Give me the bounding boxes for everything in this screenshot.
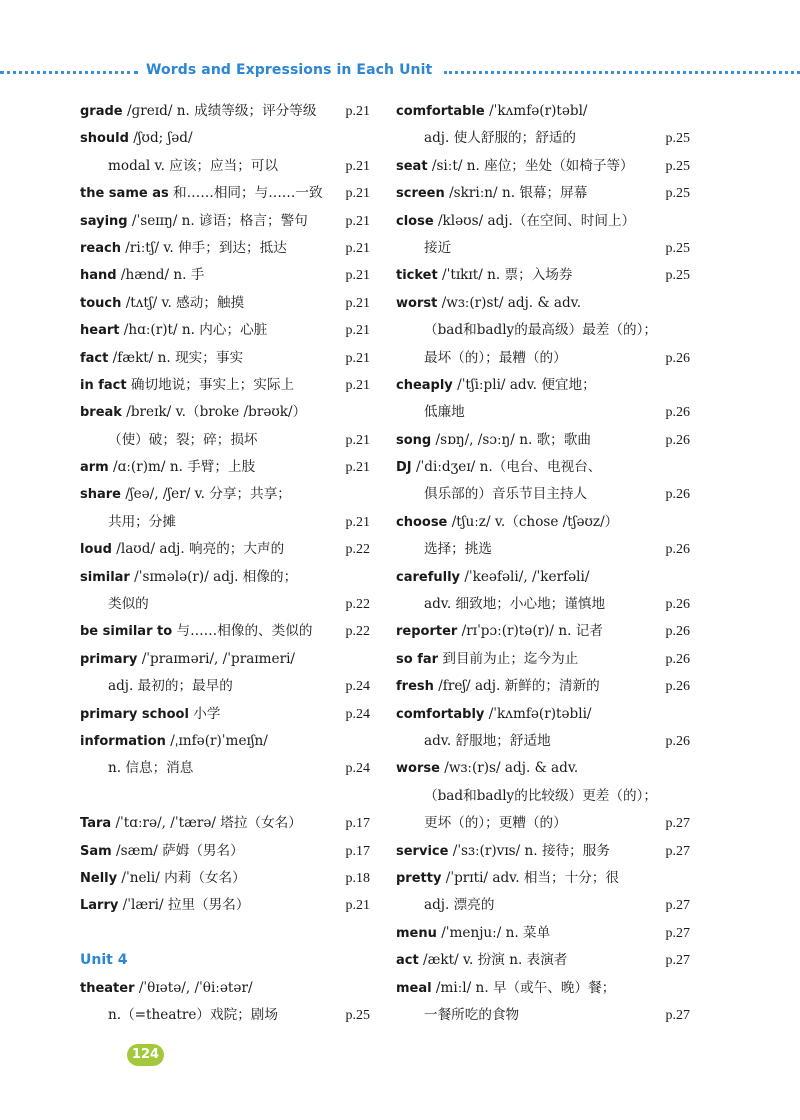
- definition-continued: 更坏（的）；更糟（的）: [424, 815, 567, 832]
- definition: /ækt/ v. 扮演 n. 表演者: [418, 952, 568, 969]
- entry-continuation: [396, 810, 690, 837]
- entry-text: [80, 454, 255, 481]
- page-reference: p.26: [665, 679, 690, 695]
- vocab-entry: [396, 262, 690, 289]
- entry-text: [396, 509, 618, 536]
- headword: carefully: [396, 569, 461, 585]
- definition: /ˈmenjuː/ n. 菜单: [436, 924, 551, 941]
- entry-text: [396, 673, 600, 700]
- vocab-entry: [80, 865, 370, 892]
- page-reference: p.27: [665, 816, 690, 832]
- entry-text: [396, 290, 581, 317]
- page-reference: p.26: [665, 487, 690, 503]
- entry-continuation: [396, 536, 690, 563]
- vocab-entry: [80, 564, 370, 591]
- page-reference: p.21: [345, 898, 370, 914]
- page-reference: p.22: [345, 597, 370, 613]
- vocab-entry: [396, 701, 690, 728]
- header-dotted-rule-left: [0, 71, 138, 74]
- entry-text: [108, 673, 233, 700]
- page-reference: p.21: [345, 186, 370, 202]
- entry-text: [80, 208, 308, 235]
- vocab-entry: [396, 618, 690, 645]
- entry-text: [108, 755, 193, 782]
- page-reference: p.21: [345, 295, 370, 311]
- entry-text: [108, 153, 278, 180]
- headword: Nelly: [80, 870, 118, 886]
- entry-text: [396, 755, 578, 782]
- vocab-entry: [396, 290, 690, 317]
- entry-text: [80, 290, 244, 317]
- headword: Tara: [80, 816, 112, 832]
- entry-text: [80, 317, 267, 344]
- entry-text: [80, 98, 316, 125]
- entry-continuation: [396, 399, 690, 426]
- headword: DJ: [396, 460, 412, 476]
- entry-text: [396, 153, 634, 180]
- headword: service: [396, 843, 449, 859]
- entry-continuation: [396, 1002, 690, 1029]
- page-reference: p.25: [665, 186, 690, 202]
- page-reference: p.26: [665, 597, 690, 613]
- page-reference: p.21: [345, 350, 370, 366]
- entry-text: [396, 618, 603, 645]
- entry-text: [80, 892, 249, 919]
- vocab-entry: [80, 454, 370, 481]
- page-reference: p.27: [665, 898, 690, 914]
- page-reference: p.26: [665, 405, 690, 421]
- definition: /ˈsɪmələ(r)/ adj. 相像的；: [129, 568, 298, 585]
- entry-text: [396, 180, 587, 207]
- definition: /ˈseɪɪŋ/ n. 谚语；格言；警句: [127, 212, 308, 229]
- page-reference: p.27: [665, 843, 690, 859]
- entry-text: [424, 783, 657, 810]
- page-reference: p.26: [665, 624, 690, 640]
- headword: heart: [80, 323, 120, 339]
- spacer: [80, 920, 370, 947]
- entry-text: [80, 180, 323, 207]
- definition-continued: 类似的: [108, 596, 149, 613]
- headword: should: [80, 131, 129, 147]
- page-reference: p.26: [665, 651, 690, 667]
- page-reference: p.22: [345, 624, 370, 640]
- headword: worst: [396, 295, 438, 311]
- definition-continued: 共用；分摊: [108, 513, 176, 530]
- headword: fresh: [396, 679, 434, 695]
- entry-text: [80, 235, 287, 262]
- definition: /ˈneli/ 内莉（女名）: [117, 869, 246, 886]
- entry-text: [424, 345, 567, 372]
- vocab-entry: [396, 509, 690, 536]
- headword: saying: [80, 213, 128, 229]
- definition-continued: （使）破；裂；碎；损坏: [108, 431, 258, 448]
- entry-text: [396, 947, 567, 974]
- vocab-entry: [80, 728, 370, 755]
- definition: /hænd/ n. 手: [116, 267, 205, 284]
- page-header: [0, 60, 800, 84]
- page-reference: p.21: [345, 514, 370, 530]
- headword: loud: [80, 542, 112, 558]
- definition: /ˈtʃiːpli/ adv. 便宜地；: [452, 376, 596, 393]
- definition: /riːtʃ/ v. 伸手；到达；抵达: [120, 239, 287, 256]
- page-reference: p.21: [345, 268, 370, 284]
- definition: /ʃʊd; ʃəd/: [128, 130, 193, 147]
- definition: /hɑː(r)t/ n. 内心；心脏: [119, 322, 268, 339]
- entry-text: [424, 481, 587, 508]
- vocab-entry: [396, 427, 690, 454]
- vocab-entry: [80, 646, 370, 673]
- entry-continuation: [80, 673, 370, 700]
- entry-continuation: [396, 345, 690, 372]
- entry-continuation: [396, 591, 690, 618]
- definition-continued: modal v. 应该；应当；可以: [108, 157, 279, 174]
- page-reference: p.24: [345, 761, 370, 777]
- definition: /ˈpraɪməri/, /ˈpraɪmeri/: [137, 650, 296, 667]
- definition-continued: adj. 使人舒服的；舒适的: [424, 130, 577, 147]
- vocab-entry: [396, 646, 690, 673]
- entry-continuation: [80, 591, 370, 618]
- definition: /rɪˈpɔː(r)tə(r)/ n. 记者: [457, 623, 603, 640]
- page-reference: p.21: [345, 213, 370, 229]
- entry-text: [108, 509, 176, 536]
- entry-text: [108, 1002, 278, 1029]
- definition-continued: 最坏（的）；最糟（的）: [424, 349, 567, 366]
- headword: break: [80, 405, 122, 421]
- definition: /ˈlæri/ 拉里（男名）: [118, 897, 250, 914]
- headword: fact: [80, 350, 109, 366]
- page-reference: p.27: [665, 1007, 690, 1023]
- vocab-entry: [80, 290, 370, 317]
- vocab-entry: [80, 399, 370, 426]
- headword: in fact: [80, 377, 127, 393]
- entry-text: [80, 975, 253, 1002]
- definition: /tʌtʃ/ v. 感动；触摸: [121, 294, 245, 311]
- definition-continued: adv. 舒服地；舒适地: [424, 732, 551, 749]
- vocab-entry: [80, 810, 370, 837]
- entry-continuation: [396, 892, 690, 919]
- vocab-entry: [80, 98, 370, 125]
- definition-continued: 低廉地: [424, 404, 465, 421]
- definition: /ˈsɜː(r)vɪs/ n. 接待；服务: [448, 842, 610, 859]
- definition: 确切地说；事实上；实际上: [126, 376, 295, 393]
- definition: /ˌɪnfə(r)ˈmeɪʃn/: [165, 732, 268, 749]
- definition: /ˈtɑːrə/, /ˈtærə/ 塔拉（女名）: [111, 815, 302, 832]
- page-reference: p.17: [345, 843, 370, 859]
- headword: arm: [80, 460, 109, 476]
- header-title: Words and Expressions in Each Unit: [146, 62, 433, 78]
- headword: grade: [80, 104, 123, 119]
- definition: /siːt/ n. 座位；坐处（如椅子等）: [427, 157, 634, 174]
- definition: /ˈkʌmfə(r)təbl/: [484, 103, 588, 119]
- entry-continuation: [396, 481, 690, 508]
- vocab-entry: [396, 454, 690, 481]
- entry-continuation: [80, 153, 370, 180]
- vocab-entry: [396, 755, 690, 782]
- entry-text: [80, 262, 204, 289]
- entry-text: [424, 728, 551, 755]
- vocab-entry: [80, 975, 370, 1002]
- definition: /ʃeə/, /ʃer/ v. 分享；共享；: [121, 486, 291, 503]
- headword: comfortable: [396, 104, 485, 119]
- entry-text: [424, 591, 605, 618]
- vocab-entry: [80, 262, 370, 289]
- entry-continuation: [396, 317, 690, 344]
- unit-heading-text: Unit 4: [80, 952, 128, 969]
- definition: 与……相像的、类似的: [172, 623, 313, 640]
- vocab-entry: [80, 235, 370, 262]
- entry-text: [80, 646, 295, 673]
- entry-text: [424, 235, 451, 262]
- page-reference: p.21: [345, 460, 370, 476]
- entry-text: [396, 427, 591, 454]
- headword: primary: [80, 651, 138, 667]
- definition-continued: n.（=theatre）戏院；剧场: [108, 1006, 278, 1023]
- entry-continuation: [80, 755, 370, 782]
- vocab-entry: [80, 372, 370, 399]
- page-number-badge: 124: [127, 1044, 164, 1066]
- entry-text: [80, 481, 291, 508]
- definition-continued: adj. 漂亮的: [424, 897, 495, 914]
- entry-text: [80, 618, 312, 645]
- vocab-entry: [396, 865, 690, 892]
- entry-text: [424, 536, 492, 563]
- definition: /ɡreɪd/ n. 成绩等级；评分等级: [122, 103, 317, 119]
- entry-text: [424, 1002, 519, 1029]
- right-column: [396, 98, 690, 1029]
- definition: /kləʊs/ adj.（在空间、时间上）: [433, 212, 636, 229]
- vocab-entry: [396, 975, 690, 1002]
- entry-text: [80, 838, 244, 865]
- vocab-entry: [80, 618, 370, 645]
- definition-continued: n. 信息；消息: [108, 760, 194, 777]
- headword: screen: [396, 186, 445, 202]
- definition: /ˈθɪətə/, /ˈθiːətər/: [134, 979, 253, 996]
- page-reference: p.21: [345, 240, 370, 256]
- entry-text: [396, 372, 596, 399]
- definition: /laʊd/ adj. 响亮的；大声的: [111, 541, 285, 558]
- definition: /skriːn/ n. 银幕；屏幕: [444, 185, 588, 202]
- definition: /sɒŋ/, /sɔːŋ/ n. 歌；歌曲: [431, 431, 591, 448]
- definition-continued: 一餐所吃的食物: [424, 1006, 520, 1023]
- entry-text: [396, 646, 578, 673]
- headword: reporter: [396, 624, 458, 640]
- headword: seat: [396, 158, 428, 174]
- vocab-entry: [396, 372, 690, 399]
- vocab-entry: [80, 317, 370, 344]
- headword: act: [396, 953, 419, 969]
- definition-continued: （bad和badly的最高级）最差（的）；: [424, 322, 657, 339]
- entry-text: [396, 865, 619, 892]
- vocab-entry: [396, 208, 690, 235]
- vocab-entry: [80, 701, 370, 728]
- headword: comfortably: [396, 706, 485, 722]
- vocab-entry: [80, 345, 370, 372]
- definition: /ˈprɪti/ adv. 相当；十分；很: [441, 869, 620, 886]
- entry-text: [424, 125, 576, 152]
- vocab-entry: [80, 481, 370, 508]
- vocab-entry: [80, 892, 370, 919]
- entry-text: [424, 317, 657, 344]
- header-dotted-rule-right: [444, 71, 800, 74]
- vocab-entry: [396, 673, 690, 700]
- entry-text: [80, 536, 284, 563]
- vocab-entry: [80, 208, 370, 235]
- vocab-entry: [396, 947, 690, 974]
- page-reference: p.21: [345, 432, 370, 448]
- entry-continuation: [80, 1002, 370, 1029]
- page-reference: p.27: [665, 925, 690, 941]
- entry-text: [80, 564, 297, 591]
- entry-text: [80, 728, 268, 755]
- entry-continuation: [396, 728, 690, 755]
- entry-text: [424, 892, 494, 919]
- page-reference: p.17: [345, 816, 370, 832]
- entry-text: [396, 454, 601, 481]
- vocab-entry: [396, 920, 690, 947]
- page-reference: p.26: [665, 350, 690, 366]
- headword: ticket: [396, 268, 438, 284]
- definition: /wɜː(r)s/ adj. & adv.: [439, 760, 579, 777]
- definition: /miːl/ n. 早（或午、晚）餐；: [431, 979, 616, 996]
- page-reference: p.25: [665, 268, 690, 284]
- page-reference: p.25: [665, 131, 690, 147]
- definition: /sæm/ 萨姆（男名）: [111, 842, 244, 859]
- entry-text: [396, 98, 588, 125]
- definition: /ˈtɪkɪt/ n. 票；入场券: [437, 267, 573, 284]
- vocab-entry: [80, 838, 370, 865]
- page-reference: p.21: [345, 104, 370, 119]
- definition: /tʃuːz/ v.（chose /tʃəʊz/）: [447, 513, 619, 530]
- page-reference: p.21: [345, 158, 370, 174]
- entry-text: [108, 591, 149, 618]
- headword: touch: [80, 295, 122, 311]
- page-reference: p.21: [345, 323, 370, 339]
- page-reference: p.24: [345, 706, 370, 722]
- headword: song: [396, 432, 432, 448]
- definition: /ˈkʌmfə(r)təbli/: [484, 705, 592, 722]
- definition: 小学: [188, 705, 221, 722]
- headword: similar: [80, 569, 130, 585]
- entry-continuation: [80, 427, 370, 454]
- headword: share: [80, 487, 121, 503]
- vocab-entry: [396, 153, 690, 180]
- page-reference: p.26: [665, 432, 690, 448]
- definition: /fækt/ n. 现实；事实: [108, 349, 244, 366]
- page-reference: p.25: [665, 240, 690, 256]
- headword: so far: [396, 651, 439, 667]
- headword: be similar to: [80, 624, 173, 640]
- entry-continuation: [396, 235, 690, 262]
- spacer: [80, 783, 370, 810]
- unit-heading: [80, 947, 370, 974]
- entry-text: [80, 399, 306, 426]
- entry-text: [396, 701, 592, 728]
- definition: /ˈkeəfəli/, /ˈkerfəli/: [460, 568, 590, 585]
- vocab-entry: [396, 838, 690, 865]
- entry-text: [396, 920, 550, 947]
- headword: cheaply: [396, 377, 453, 393]
- entry-text: [80, 345, 243, 372]
- entry-text: [424, 399, 465, 426]
- headword: theater: [80, 980, 135, 996]
- entry-text: [80, 125, 193, 152]
- headword: primary school: [80, 706, 189, 722]
- definition: 和……相同；与……一致: [168, 185, 323, 202]
- entry-continuation: [396, 125, 690, 152]
- definition: 到目前为止；迄今为止: [438, 650, 579, 667]
- definition: /ɑː(r)m/ n. 手臂；上肢: [108, 459, 256, 476]
- headword: choose: [396, 514, 448, 530]
- page-reference: p.27: [665, 953, 690, 969]
- vocab-entry: [80, 180, 370, 207]
- entry-text: [424, 810, 567, 837]
- definition-continued: 选择；挑选: [424, 541, 492, 558]
- headword: reach: [80, 240, 121, 256]
- definition: /ˈdiːdʒeɪ/ n.（电台、电视台、: [411, 459, 602, 476]
- page-reference: p.21: [345, 377, 370, 393]
- page-reference: p.18: [345, 870, 370, 886]
- entry-text: [80, 810, 302, 837]
- page-reference: p.22: [345, 542, 370, 558]
- vocab-entry: [80, 125, 370, 152]
- definition-continued: adv. 细致地；小心地；谨慎地: [424, 596, 606, 613]
- entry-text: [396, 564, 589, 591]
- vocab-entry: [396, 564, 690, 591]
- headword: Larry: [80, 898, 119, 914]
- definition: /freʃ/ adj. 新鲜的；清新的: [433, 678, 600, 695]
- definition: /breɪk/ v.（broke /brəʊk/）: [121, 404, 307, 421]
- headword: meal: [396, 980, 432, 996]
- headword: close: [396, 213, 434, 229]
- page-reference: p.25: [665, 158, 690, 174]
- vocab-entry: [396, 98, 690, 125]
- entry-continuation: [80, 509, 370, 536]
- definition: /wɜː(r)st/ adj. & adv.: [437, 294, 582, 311]
- page-reference: p.26: [665, 733, 690, 749]
- headword: the same as: [80, 186, 169, 202]
- page-reference: p.24: [345, 679, 370, 695]
- entry-text: [396, 208, 635, 235]
- definition-continued: （bad和badly的比较级）更差（的）；: [424, 787, 657, 804]
- page-reference: p.26: [665, 542, 690, 558]
- headword: pretty: [396, 870, 442, 886]
- headword: information: [80, 733, 166, 749]
- definition-continued: 接近: [424, 239, 452, 256]
- entry-text: [396, 838, 610, 865]
- entry-text: [108, 427, 258, 454]
- entry-text: [80, 372, 294, 399]
- entry-text: [396, 262, 572, 289]
- headword: hand: [80, 268, 117, 284]
- left-column: [80, 98, 370, 1029]
- vocab-entry: [396, 180, 690, 207]
- entry-text: [396, 975, 615, 1002]
- headword: menu: [396, 925, 437, 941]
- entry-text: [80, 865, 246, 892]
- entry-text: [80, 701, 220, 728]
- headword: worse: [396, 761, 440, 777]
- headword: Sam: [80, 843, 112, 859]
- definition-continued: adj. 最初的；最早的: [108, 678, 233, 695]
- entry-continuation: [396, 783, 690, 810]
- definition-continued: 俱乐部的）音乐节目主持人: [424, 486, 588, 503]
- page-reference: p.25: [345, 1007, 370, 1023]
- vocab-entry: [80, 536, 370, 563]
